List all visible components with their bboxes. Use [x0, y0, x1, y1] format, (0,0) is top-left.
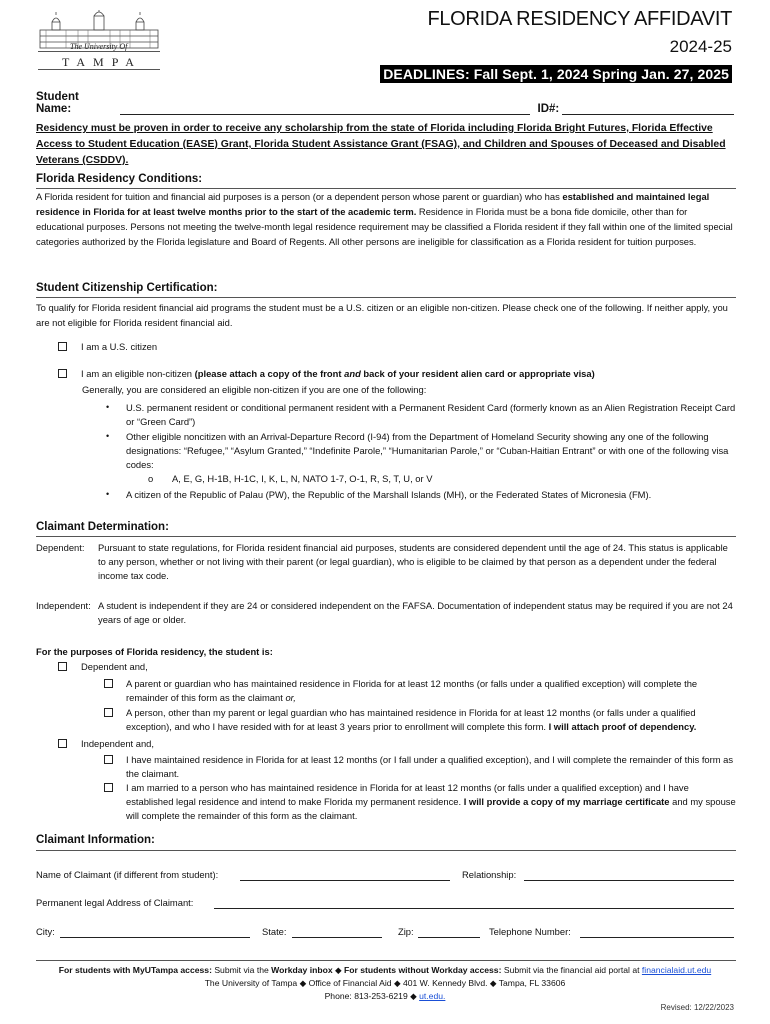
option-dependent — [58, 660, 148, 674]
conditions-emphasis: established and maintained legal residence in Florida for at least twelve months prior to the start of the academic term. — [36, 191, 710, 217]
noncitizen-criteria-1: U.S. permanent resident or conditional permanent resident with a Permanent Resident Card (formerly known as an Alien Registration Receipt Card or “Green Card”) — [126, 402, 736, 427]
form-title: FLORIDA RESIDENCY AFFIDAVIT — [427, 8, 732, 30]
claimant-determination-heading: Claimant Determination: — [36, 521, 169, 533]
conditions-text: Residence in Florida must be a bona fide domicile, other than for educational purposes. Persons not meeting the twelve-month legal residence requirement may be classified a Florida resident if they fall within one of the limited special categories authorized by the Florida legislature and Board of Regents. All other persons are ineligible for classification as a Florida resident for tuition purposes. — [36, 206, 733, 247]
visa-codes: A, E, G, H-1B, H-1C, I, K, L, N, NATO 1-7, O-1, R, S, T, U, or V — [172, 473, 433, 484]
diamond-icon: ◆ — [335, 965, 342, 975]
logo-divider — [38, 51, 160, 52]
conditions-heading: Florida Residency Conditions: — [36, 173, 203, 185]
option-label: A parent or guardian who has maintained residence in Florida for at least 12 months (or falls under a qualified exception) will complete the remainder of this form as the claimant — [126, 678, 698, 703]
citizenship-intro: To qualify for Florida resident financial aid programs the student must be a U.S. citizen or an eligible non-citizen. Please check one of the following. If neither apply, you are not eligible for Florida resident financial aid. — [36, 302, 728, 328]
city-field[interactable] — [60, 926, 250, 938]
phone-label: Telephone Number: — [489, 926, 571, 937]
noncitizen-criteria-2: Other eligible noncitizen with an Arrival-Departure Record (I-94) from the Department of Homeland Security showing any one of the following designations: “Refugee,” “Asylum Granted,” “Indefinite Parole,” “Humanitarian Parole,” or “Cuban-Haitian Entrant” or with one of the following visa codes: — [126, 431, 729, 470]
student-name-label: Student Name: — [36, 91, 79, 115]
footer-text: The University of Tampa — [204, 978, 298, 988]
bullet-icon: • — [106, 402, 110, 412]
relationship-label: Relationship: — [462, 869, 517, 880]
financial-aid-portal-link[interactable]: financialaid.ut.edu — [641, 965, 712, 975]
dep-option-2-checkbox[interactable] — [104, 708, 113, 717]
diamond-icon: ◆ — [299, 978, 307, 988]
dep-option-1-checkbox[interactable] — [104, 679, 113, 688]
dependent-label: Dependent: — [36, 542, 85, 553]
option-note: back of your resident alien card or appropriate visa) — [360, 368, 595, 379]
student-id-label: ID#: — [537, 103, 560, 115]
footer-myutampa-label: For students with MyUTampa access: — [58, 965, 212, 975]
logo-tampa-text: TAMPA — [62, 55, 142, 69]
noncitizen-criteria-3: A citizen of the Republic of Palau (PW), the Republic of the Marshall Islands (MH), or the Federated States of Micronesia (FM). — [126, 489, 652, 500]
dependent-definition: Pursuant to state regulations, for Florida resident financial aid purposes, students are considered dependent until the age of 24. This status is applicable to any person, whether or not living with their parent (or legal guardian), who is eligible to be claimed by that person as a dependent under the federal income tax code. — [98, 542, 728, 581]
student-fields-row — [36, 91, 734, 115]
visa-codes-marker: o — [148, 473, 154, 484]
residency-notice: Residency must be proven in order to receive any scholarship from the state of Florida including Florida Bright Futures, Florida Effective Access to Student Education (EASE) Grant, Florida Student Assistance Grant (FSAG), and Children and Spouses of Deceased and Disabled Veterans (CSDDV). — [36, 123, 726, 166]
option-label: Independent and, — [81, 738, 154, 749]
city-label: City: — [36, 926, 55, 937]
student-id-field[interactable] — [562, 103, 734, 115]
student-name-field[interactable] — [120, 103, 529, 115]
footer-rule — [36, 960, 736, 961]
zip-field[interactable] — [418, 926, 480, 938]
footer-text: Tampa, FL 33606 — [498, 978, 566, 988]
option-label: and my spouse will complete the remainder of this form as the claimant. — [126, 796, 736, 821]
footer-no-workday-label: For students without Workday access: — [344, 965, 502, 975]
footer-workday-inbox: Workday inbox — [271, 965, 333, 975]
conditions-text: A Florida resident for tuition and financial aid purposes is a person (or a dependent person whose parent or guardian) who has — [36, 191, 563, 202]
claimant-name-label: Name of Claimant (if different from student): — [36, 869, 219, 880]
diamond-icon: ◆ — [410, 991, 417, 1001]
address-field[interactable] — [214, 897, 734, 909]
option-us-citizen — [58, 340, 157, 354]
form-year: 2024-25 — [669, 37, 732, 56]
ind-option-1-checkbox[interactable] — [104, 755, 113, 764]
address-label: Permanent legal Address of Claimant: — [36, 897, 194, 908]
option-label: Dependent and, — [81, 661, 148, 672]
ind-option-2-checkbox-wrap — [104, 781, 127, 795]
option-independent — [58, 737, 154, 751]
footer-text: Submit via the — [211, 965, 272, 975]
ind-option-2-text — [126, 781, 736, 823]
independent-checkbox[interactable] — [58, 739, 67, 748]
relationship-field[interactable] — [524, 869, 734, 881]
section-rule — [36, 850, 736, 851]
university-logo — [38, 10, 162, 72]
ind-option-1-checkbox-wrap — [104, 753, 127, 767]
option-emphasis: I will provide a copy of my marriage certificate — [463, 796, 670, 807]
state-label: State: — [262, 926, 287, 937]
footer-submit-line — [0, 964, 770, 977]
diamond-icon: ◆ — [393, 978, 401, 988]
claimant-info-heading: Claimant Information: — [36, 834, 155, 846]
option-label: I am married to a person who has maintained residence in Florida for at least 12 months (or falls under a qualified exception) and I have established legal residence and intend to make Florida my permanent residence. — [126, 782, 689, 807]
option-note: (please attach a copy of the front — [194, 368, 345, 379]
bullet-icon: • — [106, 489, 110, 499]
section-rule — [36, 536, 736, 537]
logo-divider — [38, 69, 160, 70]
noncitizen-checkbox[interactable] — [58, 369, 67, 378]
dep-option-2-checkbox-wrap — [104, 706, 127, 720]
footer-phone-line — [0, 990, 770, 1003]
dep-option-1-checkbox-wrap — [104, 677, 127, 691]
state-field[interactable] — [292, 926, 382, 938]
footer-text: 401 W. Kennedy Blvd. — [402, 978, 488, 988]
footer-text: Submit via the financial aid portal at — [501, 965, 642, 975]
ut-website-link[interactable]: ut.edu. — [419, 991, 446, 1001]
option-label: I am an eligible non-citizen — [81, 368, 195, 379]
independent-definition: A student is independent if they are 24 or considered independent on the FAFSA. Documentation of independent status may be required if you are not 24 years of age or older. — [98, 600, 733, 625]
footer-phone: Phone: 813-253-6219 — [324, 991, 408, 1001]
ind-option-1-text: I have maintained residence in Florida for at least 12 months (or I fall under a qualified exception), and I will complete the remainder of this form as the claimant. — [126, 754, 734, 779]
purposes-heading: For the purposes of Florida residency, the student is: — [36, 646, 273, 657]
logo-university-text: The University Of — [70, 42, 128, 51]
us-citizen-checkbox[interactable] — [58, 342, 67, 351]
diamond-icon: ◆ — [489, 978, 497, 988]
ind-option-2-checkbox[interactable] — [104, 783, 113, 792]
phone-field[interactable] — [580, 926, 734, 938]
bullet-icon: • — [106, 431, 110, 441]
independent-label: Independent: — [36, 600, 91, 611]
dependent-checkbox[interactable] — [58, 662, 67, 671]
option-note: and — [344, 368, 361, 379]
section-rule — [36, 297, 736, 298]
footer-text: Office of Financial Aid — [308, 978, 392, 988]
claimant-name-field[interactable] — [240, 869, 450, 881]
option-emphasis: I will attach proof of dependency. — [548, 721, 697, 732]
option-label: or, — [285, 692, 296, 703]
citizenship-heading: Student Citizenship Certification: — [36, 282, 218, 294]
deadlines-banner: DEADLINES: Fall Sept. 1, 2024 Spring Jan. 27, 2025 — [380, 65, 732, 83]
option-eligible-noncitizen — [58, 367, 595, 381]
option-label: I am a U.S. citizen — [81, 341, 158, 352]
generally-text: Generally, you are considered an eligible non-citizen if you are one of the following: — [82, 384, 427, 395]
dep-option-2-text — [126, 706, 736, 734]
zip-label: Zip: — [398, 926, 414, 937]
footer-address-line — [0, 977, 770, 990]
option-label: A person, other than my parent or legal guardian who has maintained residence in Florida for at least 12 months (or falls under a qualified exception), and who I have resided with for at least 3 years prior to enrollment will complete this form. — [126, 707, 696, 732]
conditions-paragraph — [36, 189, 736, 249]
revised-date: Revised: 12/22/2023 — [660, 1003, 734, 1012]
dep-option-1-text — [126, 677, 736, 705]
